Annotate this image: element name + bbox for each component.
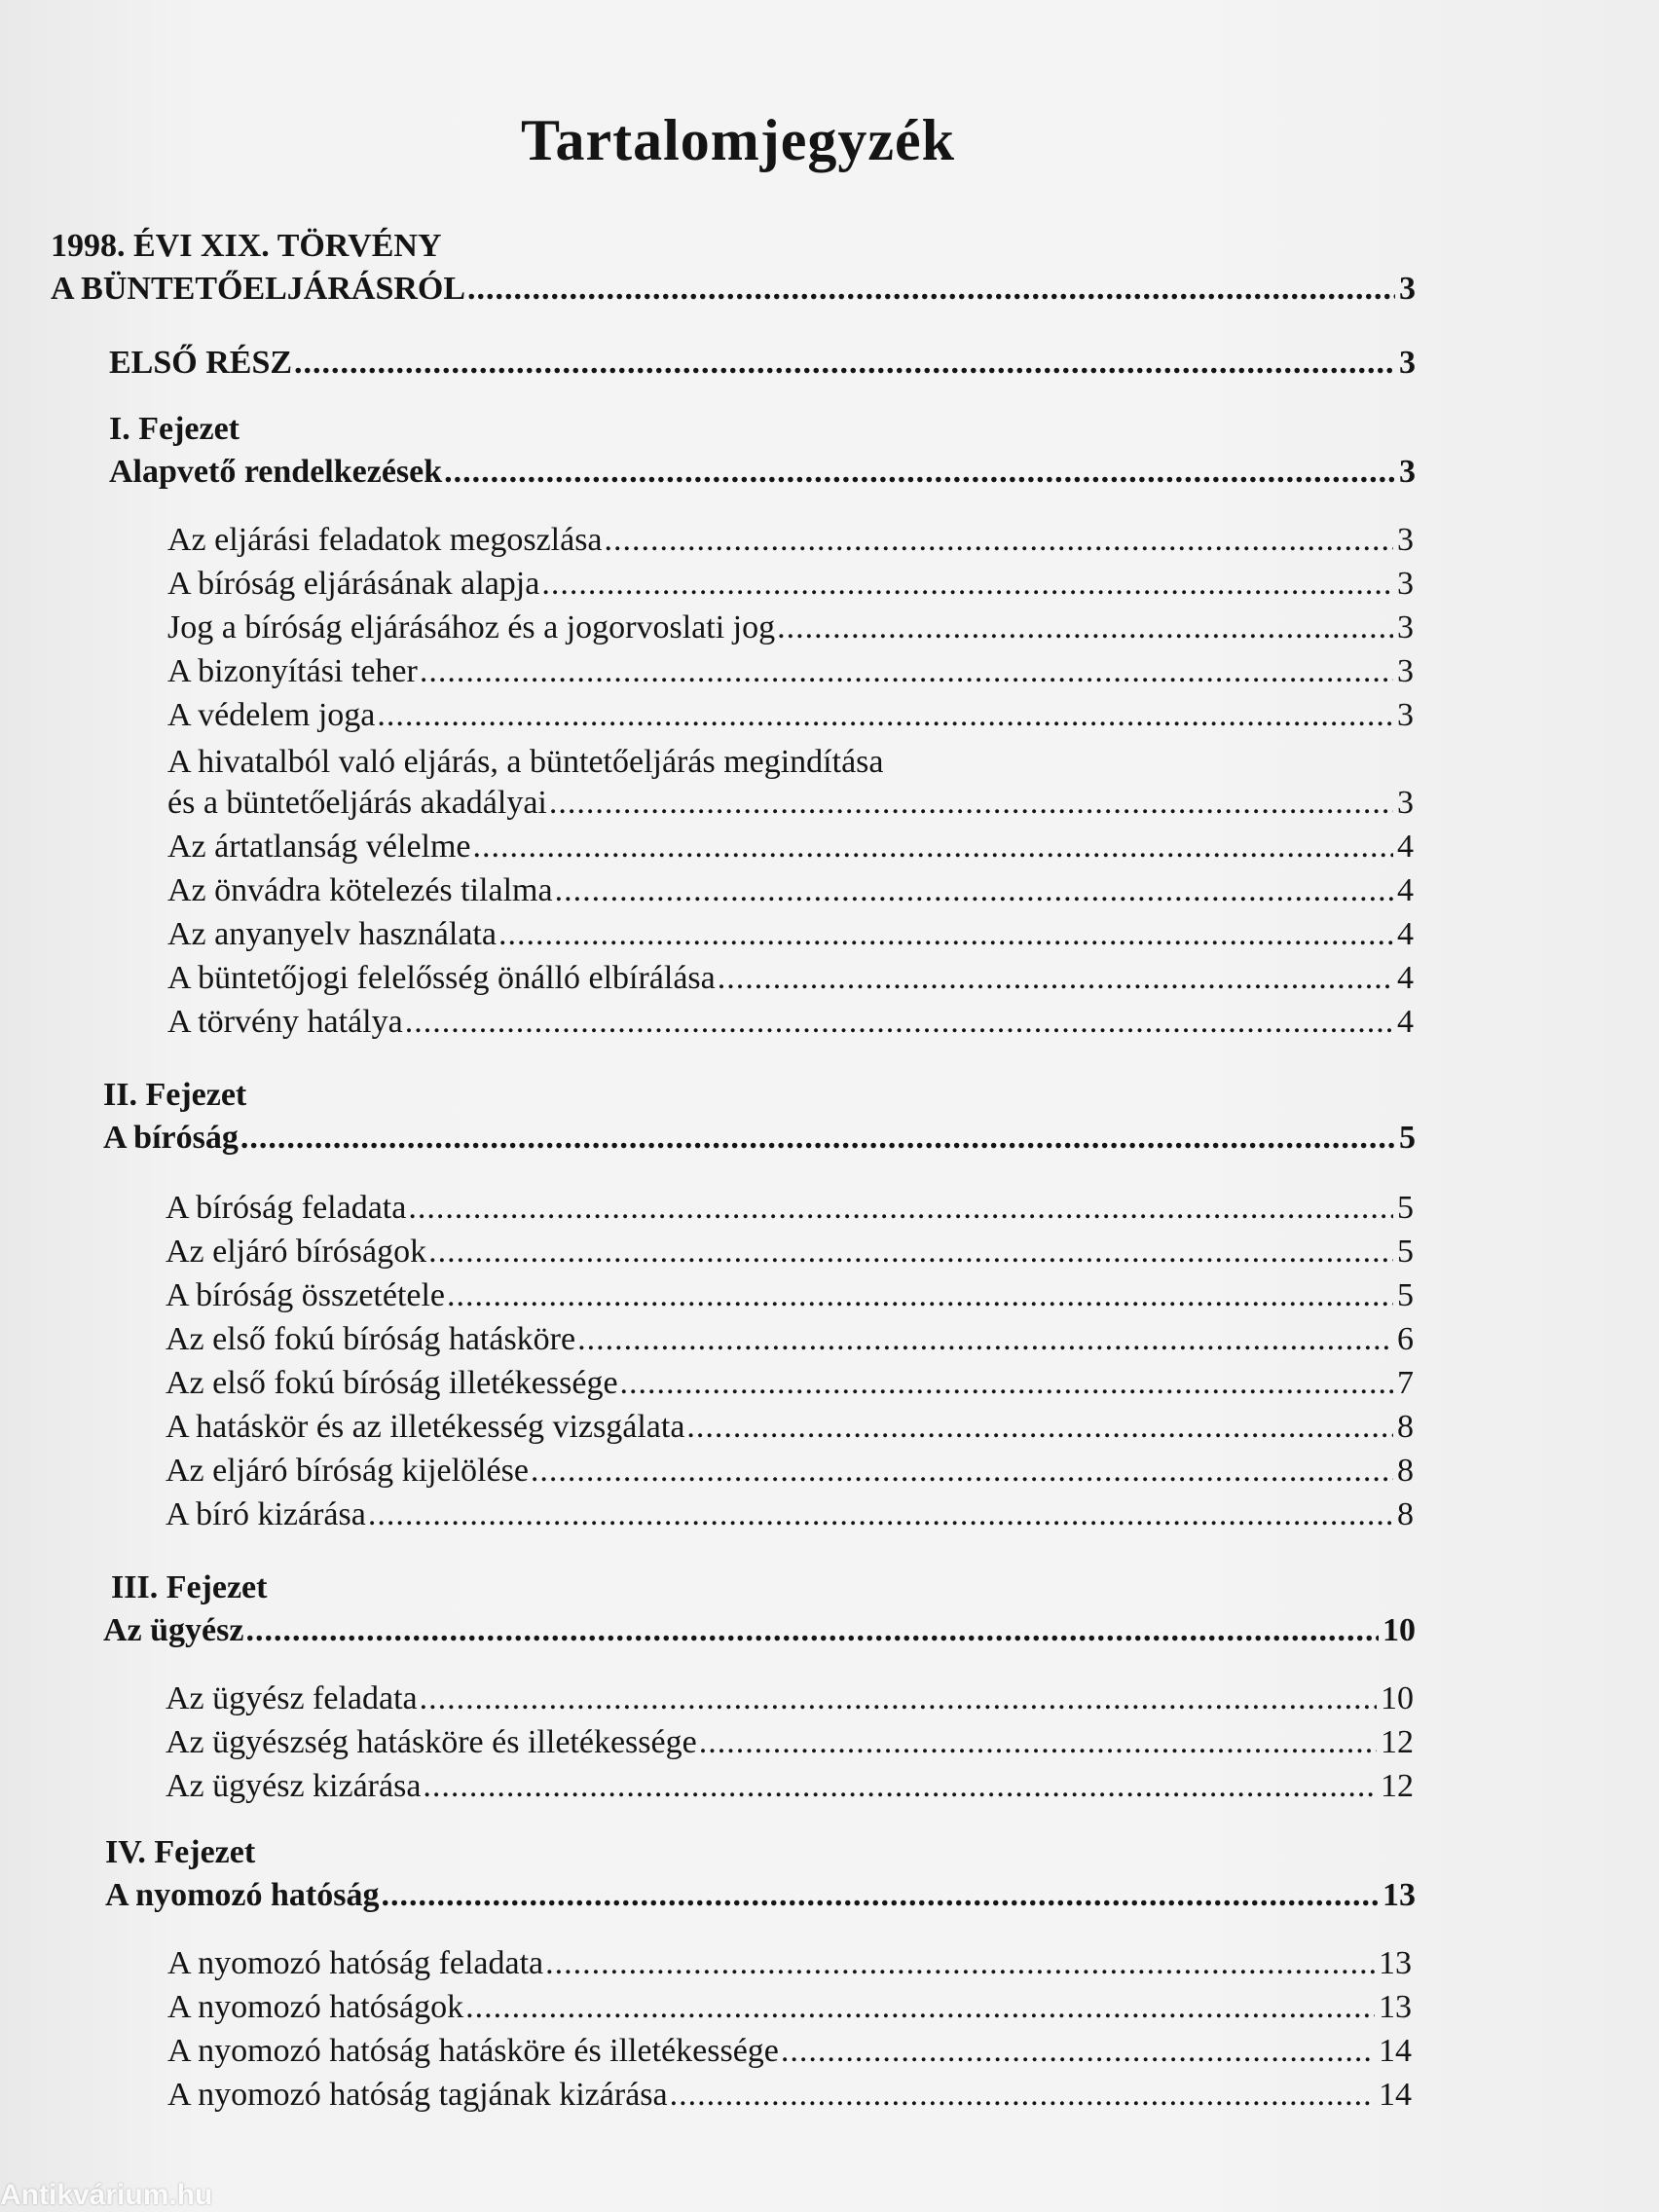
toc-entry-text: Jog a bíróság eljárásához és a jogorvoslati jog [167,609,776,645]
law-title-line1: 1998. ÉVI XIX. TÖRVÉNY [51,228,442,264]
dot-leader [620,1365,1393,1402]
toc-entry [166,1409,1414,1446]
toc-entry [166,1277,1414,1314]
toc-entry-text: Az első fokú bíróság hatásköre [166,1321,576,1357]
toc-entry [167,829,1414,866]
toc-entry-text: A BÜNTETŐELJÁRÁSRÓL [51,271,466,307]
dot-leader [368,1496,1393,1533]
toc-entry [167,872,1414,909]
toc-entry-text: A bíróság eljárásának alapja [167,566,540,602]
toc-entry-text: A törvény hatálya [167,1004,403,1040]
dot-leader [408,1190,1393,1227]
toc-entry-text: Alapvető rendelkezések [109,454,443,490]
toc-entry [167,2033,1412,2070]
toc-entry-page: 4 [1397,1004,1414,1040]
toc-entry [166,1190,1414,1227]
dot-leader [670,2077,1375,2114]
toc-entry-page: 5 [1397,1234,1414,1270]
chapter-label: I. Fejezet [109,411,240,447]
toc-entry-page: 3 [1397,522,1414,558]
toc-entry-text: A nyomozó hatóság feladata [167,1945,544,1981]
toc-entry-page: 4 [1397,872,1414,908]
dot-leader [577,1321,1393,1358]
toc-entry-page: 12 [1381,1724,1414,1760]
toc-entry-page: 10 [1382,1612,1416,1648]
page-title: Tartalomjegyzék [520,108,955,172]
toc-entry-text: A büntetőjogi felelősség önálló elbírálása [167,960,716,996]
toc-entry-page: 3 [1397,785,1414,821]
toc-entry-page: 4 [1397,916,1414,952]
toc-entry-text: A bíróság feladata [166,1190,407,1226]
toc-entry-page: 14 [1379,2033,1412,2069]
dot-leader [531,1453,1393,1490]
dot-leader [447,1277,1393,1314]
toc-entry-page: 4 [1397,829,1414,865]
dot-leader [473,829,1393,866]
toc-entry-page: 10 [1381,1680,1414,1716]
toc-entry-page: 6 [1397,1321,1414,1357]
toc-entry-text: A nyomozó hatóságok [167,1989,464,2025]
toc-entry [166,1321,1414,1358]
toc-entry-text: Az anyanyelv használata [167,916,497,952]
toc-entry [166,1496,1414,1533]
dot-leader [294,345,1395,382]
toc-chapter-title [103,1120,1416,1157]
dot-leader [245,1612,1379,1649]
dot-leader [420,653,1393,690]
toc-entry-page: 3 [1397,697,1414,733]
toc-entry-text: A nyomozó hatóság tagjának kizárása [167,2077,668,2113]
toc-entry-page: 5 [1397,1190,1414,1226]
toc-entry-text: Az ügyész feladata [166,1680,418,1716]
toc-entry-text: Az ártatlanság vélelme [167,829,471,865]
toc-entry-page: 3 [1397,609,1414,645]
dot-leader [545,1945,1375,1982]
toc-entry-text: A nyomozó hatóság [105,1877,380,1913]
toc-entry-page: 13 [1379,1945,1412,1981]
toc-entry [166,1453,1414,1490]
dot-leader [428,1234,1393,1271]
dot-leader [605,522,1393,559]
toc-entry [167,785,1414,822]
toc-entry [167,916,1414,953]
dot-leader [405,1004,1393,1041]
chapter-label: IV. Fejezet [105,1834,256,1870]
dot-leader [420,1680,1377,1717]
toc-entry-part [109,345,1416,382]
dot-leader [444,454,1395,491]
toc-entry-text: Az első fokú bíróság illetékessége [166,1365,618,1401]
dot-leader [549,785,1393,822]
chapter-label: II. Fejezet [103,1077,247,1113]
toc-entry-text: Az ügyész kizárása [166,1768,422,1804]
toc-entry-text: Az eljáró bíróság kijelölése [166,1453,529,1489]
dot-leader [555,872,1393,909]
toc-entry [167,697,1414,734]
toc-entry-page: 4 [1397,960,1414,996]
toc-entry-text: Az önvádra kötelezés tilalma [167,872,553,908]
dot-leader [377,697,1393,734]
toc-entry-page: 7 [1397,1365,1414,1401]
toc-entry-text: A bíró kizárása [166,1496,366,1532]
toc-entry [167,1004,1414,1041]
toc-entry-page: 8 [1397,1496,1414,1532]
dot-leader [541,566,1393,603]
toc-entry-page: 8 [1397,1453,1414,1489]
toc-entry-law [51,271,1416,308]
toc-entry-page: 3 [1399,345,1416,381]
toc-entry-text: A bíróság összetétele [166,1277,446,1313]
dot-leader [781,2033,1375,2070]
dot-leader [498,916,1393,953]
toc-entry [167,522,1414,559]
toc-entry-page: 12 [1381,1768,1414,1804]
toc-entry [167,609,1414,646]
toc-entry-text: Az eljáró bíróságok [166,1234,427,1270]
dot-leader [240,1120,1395,1157]
toc-entry-page: 3 [1397,653,1414,689]
toc-entry-text: A hatáskör és az illetékesség vizsgálata [166,1409,685,1445]
toc-entry [166,1768,1414,1805]
toc-entry-text: A bíróság [103,1120,239,1156]
dot-leader [465,1989,1375,2026]
dot-leader [467,271,1395,308]
toc-entry-page: 14 [1379,2077,1412,2113]
toc-entry [166,1680,1414,1717]
toc-entry-text: és a büntetőeljárás akadályai [167,785,547,821]
toc-entry-text: A nyomozó hatóság hatásköre és illetékessége [167,2033,779,2069]
toc-entry [167,653,1414,690]
toc-entry [167,960,1414,997]
dot-leader [777,609,1393,646]
dot-leader [686,1409,1393,1446]
toc-entry [167,1989,1412,2026]
toc-entry [166,1724,1414,1761]
toc-entry [166,1234,1414,1271]
toc-entry [167,566,1414,603]
watermark: Antikvárium.hu [0,2179,213,2211]
toc-entry-page: 5 [1399,1120,1416,1156]
toc-chapter-title [109,454,1416,491]
toc-entry [167,1945,1412,1982]
toc-entry-page: 3 [1399,271,1416,307]
toc-entry-page: 3 [1397,566,1414,602]
dot-leader [423,1768,1377,1805]
toc-chapter-title [103,1612,1416,1649]
dot-leader [718,960,1393,997]
toc-entry-text-line1: A hivatalból való eljárás, a büntetőeljárás megindítása [167,744,884,780]
toc-entry [167,2077,1412,2114]
toc-entry-page: 5 [1397,1277,1414,1313]
toc-entry-text: ELSŐ RÉSZ [109,345,293,381]
toc-entry-text: Az eljárási feladatok megoszlása [167,522,603,558]
toc-entry-page: 13 [1382,1877,1416,1913]
toc-entry-page: 13 [1379,1989,1412,2025]
toc-entry-page: 3 [1399,454,1416,490]
dot-leader [699,1724,1377,1761]
toc-entry [166,1365,1414,1402]
toc-chapter-title [105,1877,1416,1914]
toc-entry-text: A bizonyítási teher [167,653,418,689]
toc-entry-page: 8 [1397,1409,1414,1445]
toc-entry-text: Az ügyész [103,1612,244,1648]
toc-entry-text: A védelem joga [167,697,376,733]
toc-entry-text: Az ügyészség hatásköre és illetékessége [166,1724,697,1760]
chapter-label: III. Fejezet [111,1569,268,1605]
dot-leader [381,1877,1379,1914]
